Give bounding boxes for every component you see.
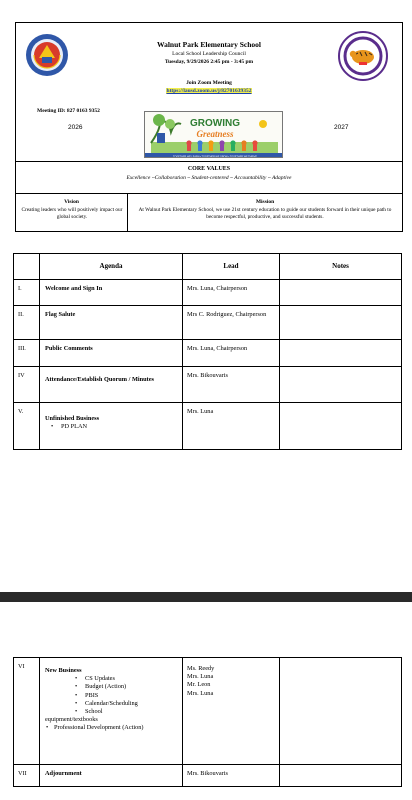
lead-line: Mr. Leon [187, 681, 211, 689]
row-number: V. [14, 403, 40, 450]
row-item-title: New Business [45, 667, 82, 674]
row-item: Welcome and Sign In [40, 280, 183, 306]
row-lead: Mrs. Luna, Chairperson [183, 340, 280, 367]
row-bullets-2 [45, 724, 182, 732]
mission-text: At Walnut Park Elementary School, we use 21st century education to guide our students forward in their unique path to become respectful, productive, and successful students. [138, 207, 392, 221]
row-notes [280, 658, 402, 765]
zoom-link[interactable]: https://lausd.zoom.us/j/82701639352 [166, 88, 252, 94]
row-item: Attendance/Establish Quorum / Minutes [40, 367, 183, 403]
banner-line1: GROWING [190, 118, 240, 129]
row-item-title: Unfinished Business [45, 415, 100, 422]
table-row [14, 765, 402, 787]
core-values-text: Excellence ~Collaboration ~ Student-centered ~ Accountability ~ Adaptive [126, 175, 292, 181]
row-notes [280, 765, 402, 787]
core-values-title: CORE VALUES [187, 166, 231, 172]
row-bullets [45, 675, 182, 716]
lead-line: Ms. Reedy [187, 665, 215, 672]
list-item: • Budget (Action) [69, 683, 182, 691]
lead-line: Mrs. Luna [187, 673, 214, 681]
agenda-header-lead: Lead [183, 254, 280, 280]
mission-section [128, 194, 402, 231]
row-lead: Mrs. Bikouvaris [183, 765, 280, 787]
walnut-park-tiger-seal-icon [338, 31, 388, 81]
growing-greatness-banner-art [145, 112, 283, 158]
meeting-id: Meeting ID: 827 0163 9352 [37, 108, 100, 114]
row-notes [280, 403, 402, 450]
row-number: I. [14, 280, 40, 306]
row-item [40, 403, 183, 450]
table-row [14, 280, 402, 306]
table-row [14, 367, 402, 403]
row-number: III. [14, 340, 40, 367]
header-box [15, 22, 403, 232]
school-name: Walnut Park Elementary School [157, 40, 261, 49]
council-name: Local School Leadership Council [172, 51, 246, 57]
row-bullets [45, 423, 182, 431]
year-end: 2027 [334, 124, 349, 131]
agenda-page-2 [0, 602, 412, 800]
agenda-header-agenda: Agenda [40, 254, 183, 280]
row-lead: Mrs. Luna [183, 403, 280, 450]
lead-line: Mrs. Luna [187, 689, 214, 697]
list-item: • PD PLAN [45, 423, 182, 431]
agenda-header-notes: Notes [280, 254, 402, 280]
mission-title: Mission [255, 199, 275, 205]
list-item: • Professional Development (Action) [45, 724, 168, 732]
page-separator [0, 592, 412, 602]
table-row [14, 403, 402, 450]
list-item: • PBIS [69, 692, 182, 700]
table-row [14, 658, 402, 765]
row-item: Public Comments [40, 340, 183, 367]
table-row [14, 340, 402, 367]
row-lead: Mrs C. Rodriguez, Chairperson [183, 306, 280, 340]
row-notes [280, 306, 402, 340]
row-lead [183, 658, 280, 765]
agenda-header-num [14, 254, 40, 280]
agenda-table-continued [13, 657, 402, 787]
row-lead: Mrs. Bikouvaris [183, 367, 280, 403]
row-notes [280, 280, 402, 306]
row-item: Flag Salute [40, 306, 183, 340]
zoom-link-line [16, 88, 402, 94]
row-lead: Mrs. Luna, Chairperson [183, 280, 280, 306]
row-number: II. [14, 306, 40, 340]
growing-greatness-banner [144, 111, 283, 158]
row-item: Adjournment [40, 765, 183, 787]
row-number: IV [14, 367, 40, 403]
row-number: VI [14, 658, 40, 765]
year-start: 2026 [68, 124, 83, 131]
row-notes [280, 367, 402, 403]
row-item [40, 658, 183, 765]
core-values-section [16, 161, 402, 194]
list-item: • Calendar/Scheduling [69, 700, 182, 708]
list-item: • CS Updates [69, 675, 182, 683]
vision-section [16, 194, 128, 231]
agenda-header-row [14, 254, 402, 280]
banner-tagline: TOGETHER WE LEARN • TOGETHER WE GROW • TOGETHER WE THRIVE [173, 155, 257, 158]
row-number: VII [14, 765, 40, 787]
header-top [16, 23, 402, 159]
table-row [14, 306, 402, 340]
row-continuation: equipment/textbooks [45, 716, 98, 724]
vision-text: Creating leaders who will positively impact our global society. [21, 207, 123, 221]
row-notes [280, 340, 402, 367]
vision-title: Vision [64, 199, 79, 205]
agenda-table [13, 253, 402, 450]
zoom-label: Join Zoom Meeting [186, 80, 232, 86]
banner-line2: Greatness [196, 129, 234, 139]
list-item: • School [69, 708, 182, 716]
meeting-date-time: Tuesday, 9/29/2026 2:45 pm - 3:45 pm [164, 59, 254, 65]
